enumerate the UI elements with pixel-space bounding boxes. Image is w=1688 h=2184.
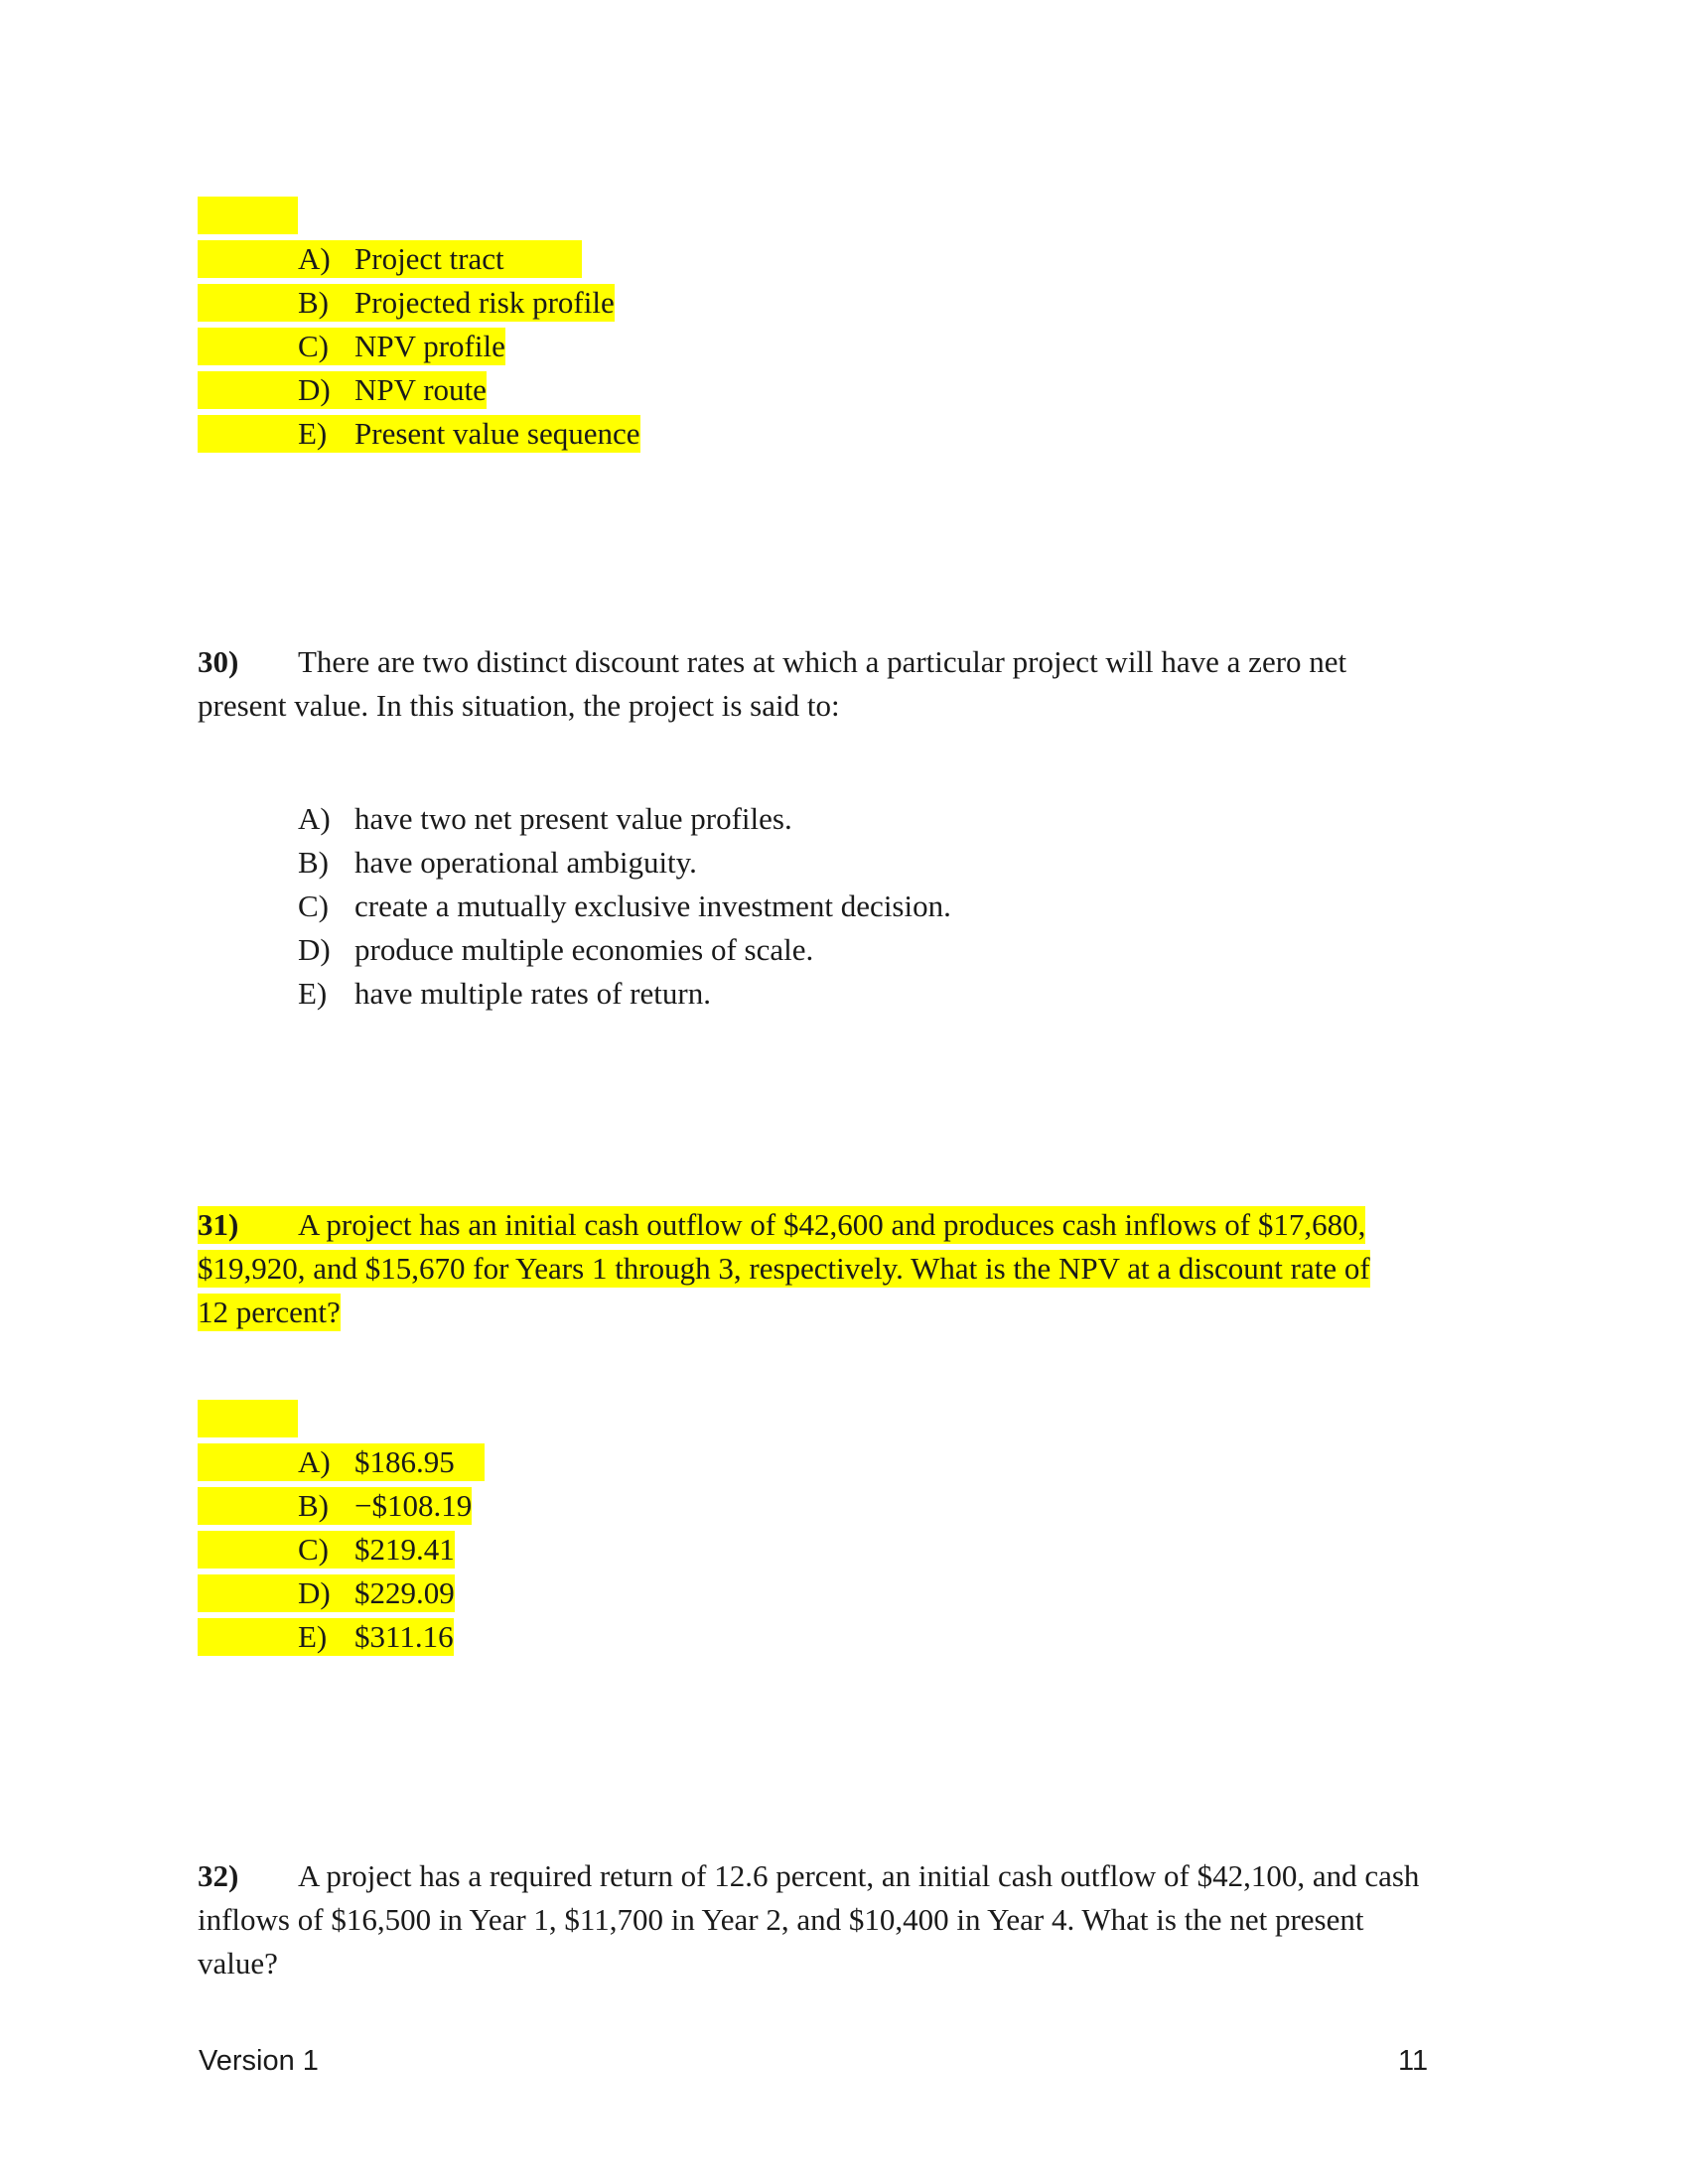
q31-option-d: D) $229.09 xyxy=(198,1574,485,1618)
q29-option-c: C) NPV profile xyxy=(198,328,640,371)
q31-option-e: E) $311.16 xyxy=(198,1618,485,1662)
q29-answer-blank-highlight xyxy=(198,197,298,234)
q29-option-d: D) NPV route xyxy=(198,371,640,415)
q31-option-b: B) −$108.19 xyxy=(198,1487,485,1531)
q29-options xyxy=(198,240,640,459)
q31-text-line1: A project has an initial cash outflow of $42,600 and produces cash inflows of $17,680, xyxy=(298,1207,1366,1242)
q30-number: 30) xyxy=(198,644,239,679)
q31-number: 31) xyxy=(198,1207,239,1242)
footer-version: Version 1 xyxy=(199,2045,319,2077)
q32-stem xyxy=(198,1854,1439,1985)
q31-options xyxy=(198,1443,485,1662)
q30-stem xyxy=(198,640,1439,728)
q30-option-a: A) have two net present value profiles. xyxy=(298,801,792,836)
q30-option-d: D) produce multiple economies of scale. xyxy=(298,932,814,967)
q30-option-c: C) create a mutually exclusive investment decision. xyxy=(298,888,951,923)
q30-option-e: E) have multiple rates of return. xyxy=(298,976,711,1011)
q32-number: 32) xyxy=(198,1858,239,1893)
q30-option-b: B) have operational ambiguity. xyxy=(298,845,697,880)
q31-answer-blank-highlight xyxy=(198,1400,298,1437)
q31-option-c: C) $219.41 xyxy=(198,1531,485,1574)
q30-text: There are two distinct discount rates at which a particular project will have a zero net present value. In this situation, the project is said to: xyxy=(198,644,1347,723)
q31-text-line2: $19,920, and $15,670 for Years 1 through 3, respectively. What is the NPV at a discount rate of xyxy=(198,1251,1370,1286)
q29-option-e: E) Present value sequence xyxy=(198,415,640,459)
q31-text-line3: 12 percent? xyxy=(198,1295,341,1329)
q29-option-a: A) Project tract xyxy=(198,240,640,284)
q30-options xyxy=(198,800,951,1019)
q32-text: A project has a required return of 12.6 percent, an initial cash outflow of $42,100, and cash inflows of $16,500 in Year 1, $11,700 in Year 2, and $10,400 in Year 4. What is the net present value? xyxy=(198,1858,1420,1980)
q31-stem xyxy=(198,1203,1488,1334)
q31-option-a: A) $186.95 xyxy=(198,1443,485,1487)
footer-page-number: 11 xyxy=(1398,2045,1429,2077)
q29-option-b: B) Projected risk profile xyxy=(198,284,640,328)
